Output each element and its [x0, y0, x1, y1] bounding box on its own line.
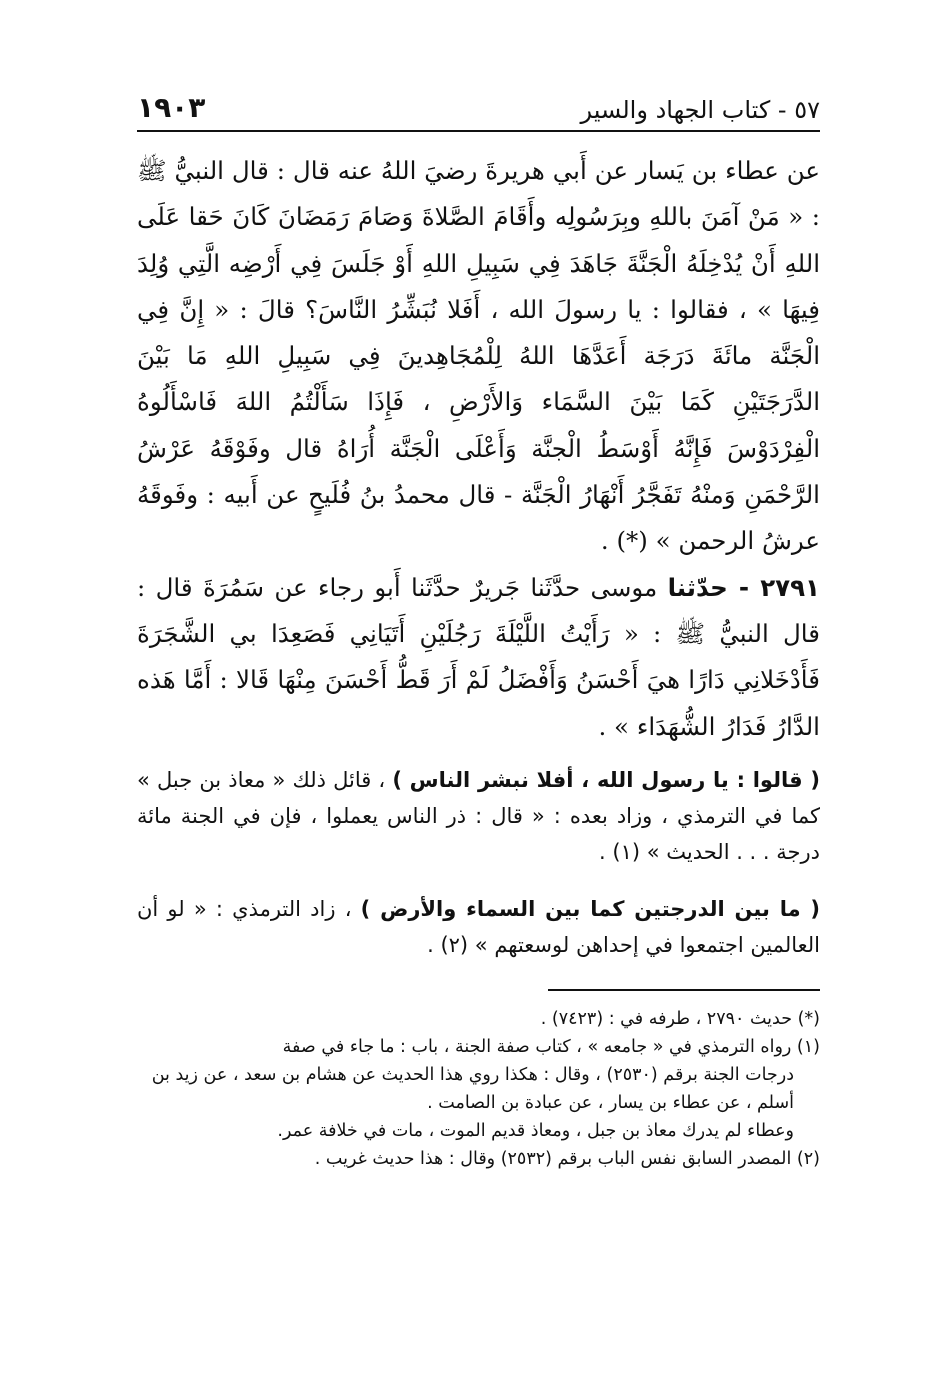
chapter-title: ٥٧ - كتاب الجهاد والسير: [580, 96, 820, 124]
page-number: ١٩٠٣: [137, 91, 206, 124]
commentary-2-quote: ( ما بين الدرجتين كما بين السماء والأرض ): [360, 896, 820, 921]
page-header: [137, 78, 820, 132]
book-page: [137, 78, 820, 1173]
footnote-2: (٢) المصدر السابق نفس الباب برقم (٢٥٣٢) وقال : هذا حديث غريب .: [314, 1148, 820, 1169]
hadith-text: موسى حدَّثَنا جَريرٌ حدَّثَنا أَبو رجاء عن سَمُرَةَ قال : قال النبيُّ ﷺ : « رَأَيْتُ اللَّيْلَةَ رَجُلَيْنِ أَتَيَانِي فَصَعِدَا بي الشَّجَرَةَ فَأَدْخَلانِي دَارًا هيَ أَحْسَنُ وَأَفْضَلُ لَمْ أَرَ قَطُّ أَحْسَنَ مِنْهَا قَالا : أَمَّا هَذه الدَّارُ فَدَارُ الشُّهَدَاء » .: [137, 572, 820, 741]
footnote-star: (*) حديث ٢٧٩٠ ، طرفه في : (٧٤٢٣) .: [540, 1008, 820, 1029]
commentary-1-quote: ( قالوا : يا رسول الله ، أفلا نبشر الناس ): [392, 767, 820, 792]
commentary-2-text: ، زاد الترمذي : « لو أن العالمين اجتمعوا في إحداهن لوسعتهم » (٢) .: [137, 896, 820, 957]
footnote-1-first-line: (١) رواه الترمذي في « جامعه » ، كتاب صفة الجنة ، باب : ما جاء في صفة: [282, 1036, 820, 1057]
hadith-paragraph-2: [137, 565, 820, 750]
commentary-1: [137, 762, 820, 870]
hadith-paragraph-1: عن عطاء بن يَسار عن أَبي هريرةَ رضيَ اللهُ عنه قال : قال النبيُّ ﷺ : « مَنْ آمَنَ باللهِ وبِرَسُولِه وأَقَامَ الصَّلاةَ وَصَامَ رَمَضَانَ كَانَ حَقا عَلَى اللهِ أَنْ يُدْخِلَهُ الْجَنَّةَ جَاهَدَ فِي سَبِيلِ اللهِ أَوْ جَلَسَ فِي أَرْضِه الَّتِي وُلِدَ فِيهَا » ، فقالوا : يا رسولَ الله ، أَفَلا نُبَشِّرُ النَّاسَ؟ قالَ : « إِنَّ فِي الْجَنَّة مائَةَ دَرَجَة أَعَدَّهَا اللهُ لِلْمُجَاهِدينَ فِي سَبِيلِ اللهِ مَا بَيْنَ الدَّرَجَتَيْنِ كَمَا بَيْنَ السَّمَاء وَالأَرْضِ ، فَإِذَا سَأَلْتُمُ اللهَ فَاسْأَلُوهُ الْفِرْدَوْسَ فَإِنَّهُ أَوْسَطُ الْجنَّة وَأَعْلَى الْجَنَّة أُرَاهُ قال وفَوْقَهُ عَرْشُ الرَّحْمَنِ وَمنْهُ تَفَجَّرُ أَنْهَارُ الْجَنَّة - قال محمدُ بنُ فُلَيحٍ عن أَبيه : وفَوقَهُ عرشُ الرحمن » (*) .: [137, 156, 820, 556]
footnote-1-continuation: درجات الجنة برقم (٢٥٣٠) ، وقال : هكذا روي هذا الحديث عن هشام بن سعد ، عن زيد بن أسلم ، عن عطاء بن يسار ، عن عبادة بن الصامت .: [151, 1064, 794, 1113]
footnote-divider: [548, 989, 820, 991]
footnotes: [137, 1005, 820, 1173]
footnote-1-last-line: وعطاء لم يدرك معاذ بن جبل ، ومعاذ قديم الموت ، مات في خلافة عمر.: [277, 1120, 794, 1141]
commentary-2: [137, 891, 820, 963]
hadith-number: ٢٧٩١ - حدّثنا: [667, 572, 821, 602]
main-text: [137, 148, 820, 750]
commentary-1-text: ، قائل ذلك « معاذ بن جبل » كما في الترمذي ، وزاد بعده : « قال : ذر الناس يعملوا ، فإن في الجنة مائة درجة . . . الحديث » (١) .: [137, 767, 820, 864]
